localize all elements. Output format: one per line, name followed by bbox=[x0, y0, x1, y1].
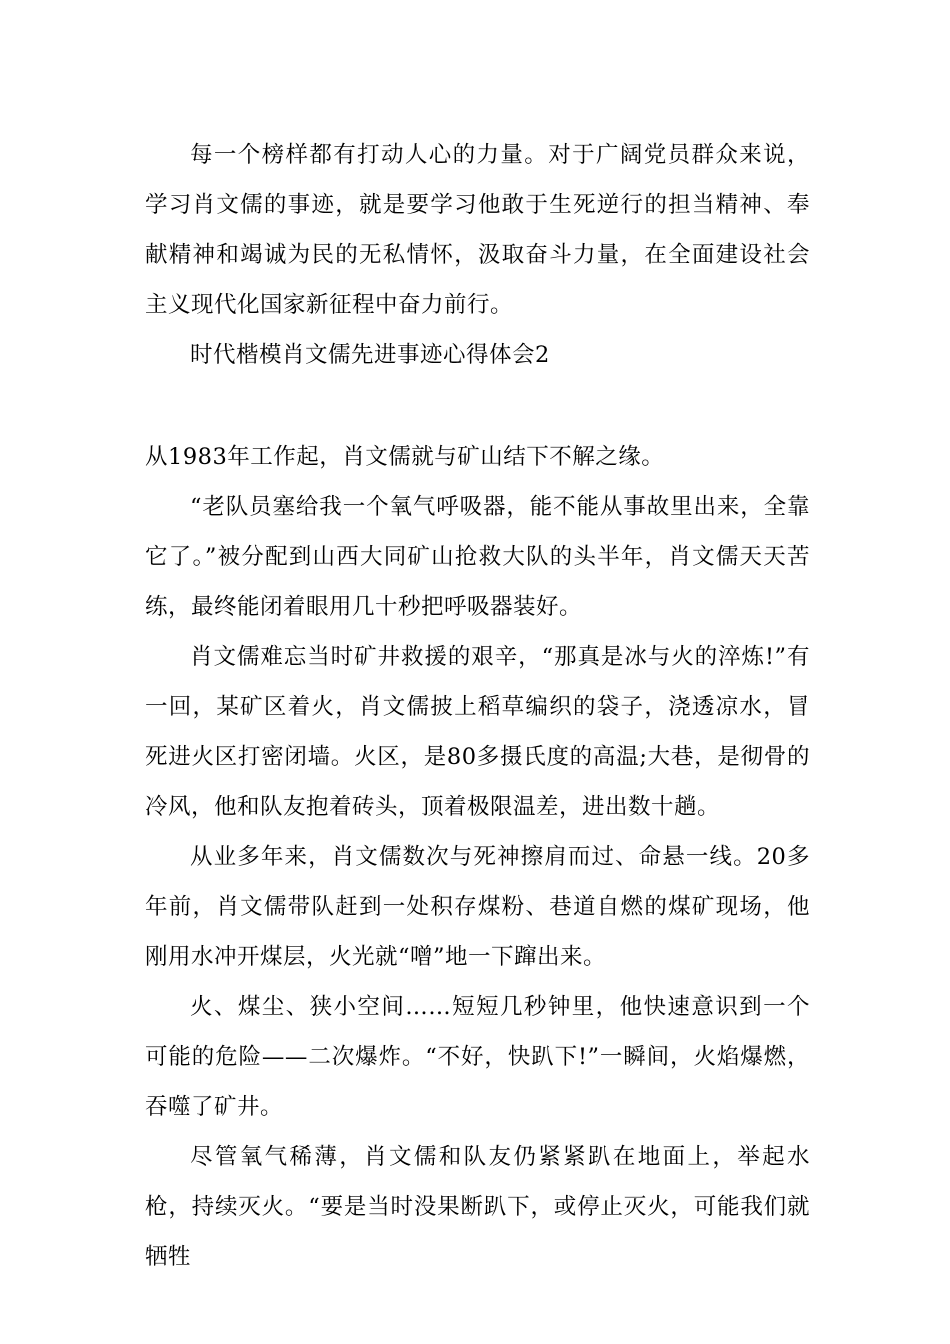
paragraph-ice-and-fire: 肖文儒难忘当时矿井救援的艰辛，“那真是冰与火的淬炼!”有一回，某矿区着火，肖文儒披上稻草编织的袋子，浇透凉水，冒死进火区打密闭墙。火区，是80多摄氏度的高温;大巷，是彻骨的冷风，他和队友抱着砖头，顶着极限温差，进出数十趟。 bbox=[145, 644, 810, 820]
blank-line bbox=[145, 380, 810, 432]
paragraph-oxygen-breather: “老队员塞给我一个氧气呼吸器，能不能从事故里出来，全靠它了。”被分配到山西大同矿山抢救大队的头半年，肖文儒天天苦练，最终能闭着眼用几十秒把呼吸器装好。 bbox=[145, 494, 810, 620]
paragraph-role-model-intro: 每一个榜样都有打动人心的力量。对于广阔党员群众来说，学习肖文儒的事迹，就是要学习他敢于生死逆行的担当精神、奉献精神和竭诚为民的无私情怀，汲取奋斗力量，在全面建设社会主义现代化国家新征程中奋力前行。 bbox=[145, 142, 810, 318]
paragraph-explosion: 火、煤尘、狭小空间……短短几秒钟里，他快速意识到一个可能的危险——二次爆炸。“不好，快趴下!”一瞬间，火焰爆燃，吞噬了矿井。 bbox=[145, 994, 810, 1120]
section-heading: 时代楷模肖文儒先进事迹心得体会2 bbox=[190, 342, 550, 368]
paragraph-career-start: 从1983年工作起，肖文儒就与矿山结下不解之缘。 bbox=[145, 444, 665, 470]
document-body bbox=[145, 130, 810, 1282]
paragraph-near-death: 从业多年来，肖文儒数次与死神擦肩而过、命悬一线。20多年前，肖文儒带队赶到一处积存煤粉、巷道自燃的煤矿现场，他刚用水冲开煤层，火光就“噌”地一下蹿出来。 bbox=[145, 844, 810, 970]
paragraph-firefighting: 尽管氧气稀薄，肖文儒和队友仍紧紧趴在地面上，举起水枪，持续灭火。“要是当时没果断趴下，或停止灭火，可能我们就牺牲 bbox=[145, 1144, 810, 1270]
